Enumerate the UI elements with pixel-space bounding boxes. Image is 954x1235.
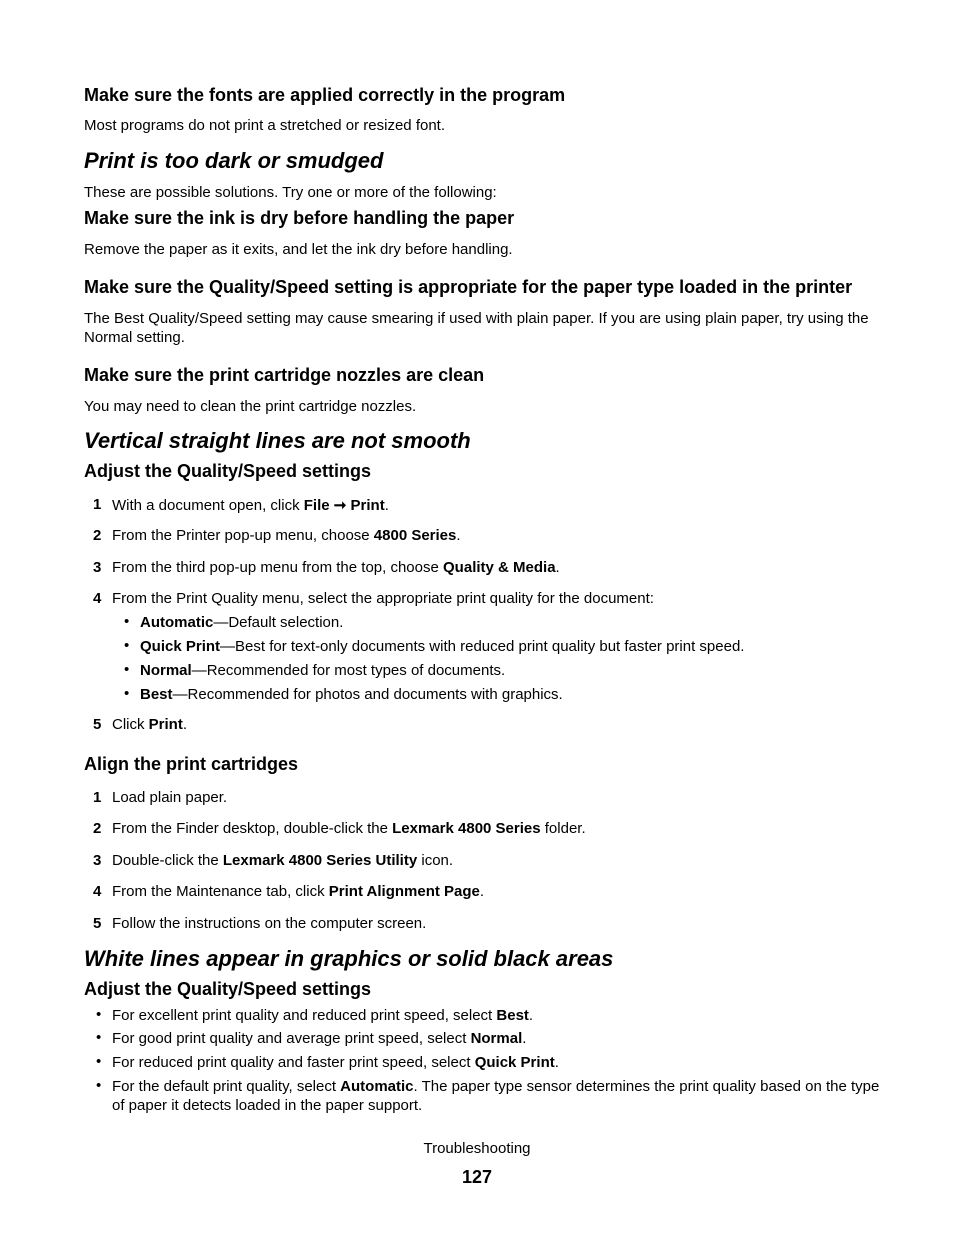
list-item: Automatic—Default selection. xyxy=(140,614,344,631)
page-number: 127 xyxy=(461,1167,493,1187)
step-number: 1 xyxy=(93,496,102,513)
bullet-icon: • xyxy=(124,685,130,702)
step-number: 2 xyxy=(93,527,102,544)
section-heading: Make sure the print cartridge nozzles are clean xyxy=(84,365,485,385)
footer-section-label: Troubleshooting xyxy=(423,1140,531,1157)
step-number: 3 xyxy=(93,852,102,869)
list-item: For excellent print quality and reduced print speed, select Best. xyxy=(112,1007,534,1024)
bullet-icon: • xyxy=(96,1053,102,1070)
paragraph: Most programs do not print a stretched or resized font. xyxy=(84,117,446,134)
list-item: For good print quality and average print speed, select Normal. xyxy=(112,1030,527,1047)
step-number: 2 xyxy=(93,820,102,837)
list-item: For the default print quality, select Automatic. The paper type sensor determines the print quality based on the type of paper it detects loaded in the paper support. xyxy=(112,1078,880,1114)
step-text: Load plain paper. xyxy=(112,789,228,806)
step-text: Double-click the Lexmark 4800 Series Utility icon. xyxy=(112,852,454,869)
step-number: 3 xyxy=(93,559,102,576)
bullet-icon: • xyxy=(124,613,130,630)
main-heading: Vertical straight lines are not smooth xyxy=(84,428,471,453)
step-number: 4 xyxy=(93,590,102,607)
section-heading: Make sure the fonts are applied correctly in the program xyxy=(84,85,566,105)
step-text: Click Print. xyxy=(112,716,188,733)
bullet-icon: • xyxy=(96,1029,102,1046)
step-text: From the third pop-up menu from the top, choose Quality & Media. xyxy=(112,559,560,576)
paragraph: These are possible solutions. Try one or more of the following: xyxy=(84,184,497,201)
step-text: From the Finder desktop, double-click the Lexmark 4800 Series folder. xyxy=(112,820,586,837)
list-item: Quick Print—Best for text-only documents with reduced print quality but faster print speed. xyxy=(140,638,745,655)
bullet-icon: • xyxy=(124,661,130,678)
paragraph: You may need to clean the print cartridge nozzles. xyxy=(84,398,417,415)
section-heading: Adjust the Quality/Speed settings xyxy=(84,461,372,481)
step-number: 1 xyxy=(93,789,102,806)
list-item: For reduced print quality and faster print speed, select Quick Print. xyxy=(112,1054,559,1071)
step-text: From the Printer pop-up menu, choose 4800 Series. xyxy=(112,527,461,544)
section-heading: Make sure the Quality/Speed setting is appropriate for the paper type loaded in the printer xyxy=(84,277,853,297)
main-heading: Print is too dark or smudged xyxy=(84,148,384,173)
section-heading: Adjust the Quality/Speed settings xyxy=(84,979,372,999)
section-heading: Make sure the ink is dry before handling the paper xyxy=(84,208,515,228)
step-number: 5 xyxy=(93,716,102,733)
bullet-icon: • xyxy=(96,1077,102,1094)
bullet-icon: • xyxy=(124,637,130,654)
list-item: Normal—Recommended for most types of documents. xyxy=(140,662,506,679)
list-item: Best—Recommended for photos and documents with graphics. xyxy=(140,686,563,703)
step-text: From the Print Quality menu, select the appropriate print quality for the document: xyxy=(112,590,654,607)
step-text: From the Maintenance tab, click Print Alignment Page. xyxy=(112,883,485,900)
step-number: 5 xyxy=(93,915,102,932)
step-number: 4 xyxy=(93,883,102,900)
paragraph: Remove the paper as it exits, and let the ink dry before handling. xyxy=(84,241,513,258)
section-heading: Align the print cartridges xyxy=(84,754,299,774)
bullet-icon: • xyxy=(96,1006,102,1023)
step-text: Follow the instructions on the computer screen. xyxy=(112,915,427,932)
arrow-right-icon: ➞ xyxy=(333,497,347,514)
step-text: With a document open, click File ➞ Print. xyxy=(112,497,389,514)
main-heading: White lines appear in graphics or solid black areas xyxy=(84,946,614,971)
paragraph: The Best Quality/Speed setting may cause smearing if used with plain paper. If you are using plain paper, try using the Normal setting. xyxy=(84,310,869,346)
